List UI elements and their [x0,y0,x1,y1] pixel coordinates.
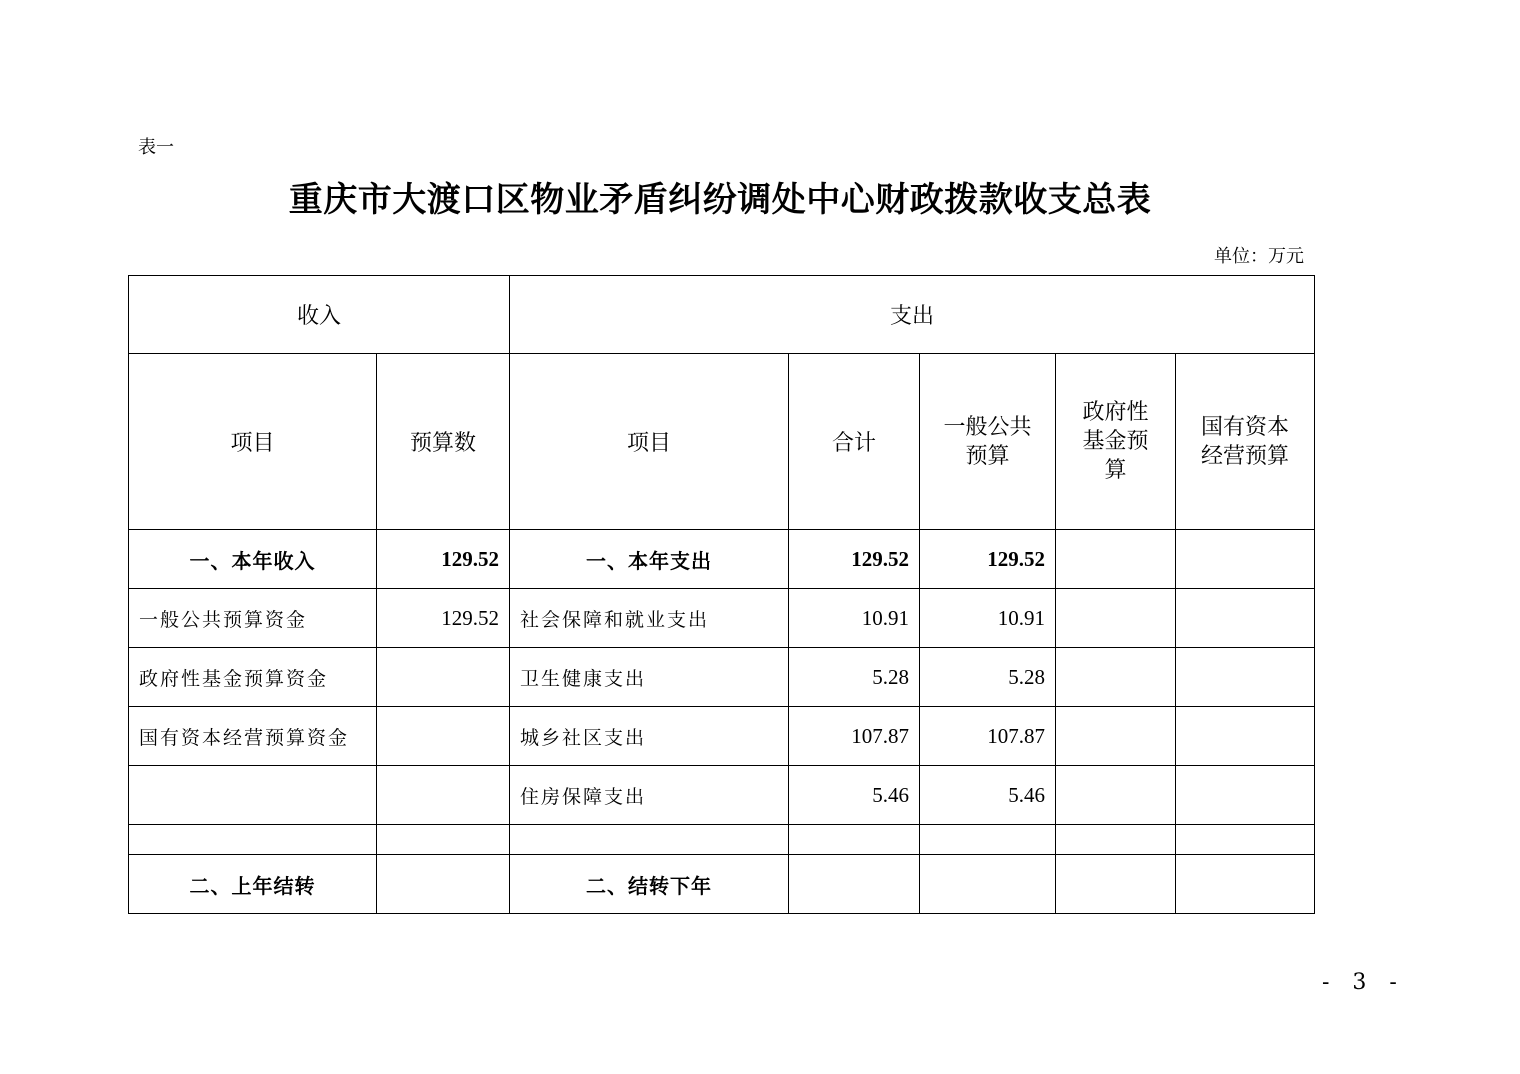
expense-item: 卫生健康支出 [510,648,789,707]
general-value: 5.28 [920,648,1056,707]
gov-fund-value [1056,825,1176,855]
budget-value [377,707,510,766]
general-value: 5.46 [920,766,1056,825]
header-line: 政府性 [1082,400,1149,425]
general-value: 129.52 [920,530,1056,589]
total-value: 5.28 [789,648,920,707]
general-value [920,825,1056,855]
gov-fund-value [1056,855,1176,914]
page-number: - 3 - [1322,970,1405,995]
total-value [789,855,920,914]
state-capital-budget-header [1176,354,1315,530]
gov-fund-value [1056,589,1176,648]
state-capital-value [1176,589,1315,648]
expense-item-header: 项目 [510,354,789,530]
header-line: 基金预 [1082,429,1149,454]
gov-fund-value [1056,766,1176,825]
document-title: 重庆市大渡口区物业矛盾纠纷调处中心财政拨款收支总表 [288,180,1152,220]
budget-value: 129.52 [377,589,510,648]
income-item-header: 项目 [129,354,377,530]
state-capital-value [1176,707,1315,766]
total-value: 10.91 [789,589,920,648]
gov-fund-value [1056,648,1176,707]
unit-note: 单位：万元 [1214,246,1304,267]
header-line: 经营预算 [1201,443,1290,469]
budget-value: 129.52 [377,530,510,589]
state-capital-value [1176,530,1315,589]
total-value: 129.52 [789,530,920,589]
total-value: 107.87 [789,707,920,766]
table-row [129,589,1315,648]
state-capital-value [1176,766,1315,825]
gov-fund-value [1056,530,1176,589]
expense-item: 二、结转下年 [510,855,789,914]
general-value: 107.87 [920,707,1056,766]
total-header: 合计 [789,354,920,530]
header-line: 国有资本 [1201,414,1290,440]
income-item: 政府性基金预算资金 [129,648,377,707]
state-capital-value [1176,825,1315,855]
expense-item: 住房保障支出 [510,766,789,825]
budget-value [377,855,510,914]
income-header: 收入 [129,276,510,354]
expense-item: 一、本年支出 [510,530,789,589]
expense-item: 城乡社区支出 [510,707,789,766]
income-item: 一般公共预算资金 [129,589,377,648]
general-value [920,855,1056,914]
table-label: 表一 [138,137,174,158]
table-row [129,530,1315,589]
budget-value [377,766,510,825]
budget-value [377,648,510,707]
header-line: 预算 [965,443,1010,469]
expense-item [510,825,789,855]
income-item [129,825,377,855]
header-line: 一般公共 [943,414,1032,440]
table-row [129,855,1315,914]
general-value: 10.91 [920,589,1056,648]
expense-header: 支出 [510,276,1315,354]
gov-fund-budget-header [1056,354,1176,530]
total-value [789,825,920,855]
total-value: 5.46 [789,766,920,825]
income-item: 二、上年结转 [129,855,377,914]
expense-item: 社会保障和就业支出 [510,589,789,648]
header-line: 算 [1104,458,1127,483]
budget-header: 预算数 [377,354,510,530]
table-row [129,825,1315,855]
header-row-columns [129,354,1315,530]
table-row [129,766,1315,825]
table-row [129,707,1315,766]
income-item: 国有资本经营预算资金 [129,707,377,766]
budget-value [377,825,510,855]
table-row [129,648,1315,707]
state-capital-value [1176,855,1315,914]
general-public-budget-header [920,354,1056,530]
income-item: 一、本年收入 [129,530,377,589]
header-row-top [129,276,1315,354]
state-capital-value [1176,648,1315,707]
budget-summary-table [128,275,1315,914]
income-item [129,766,377,825]
gov-fund-value [1056,707,1176,766]
